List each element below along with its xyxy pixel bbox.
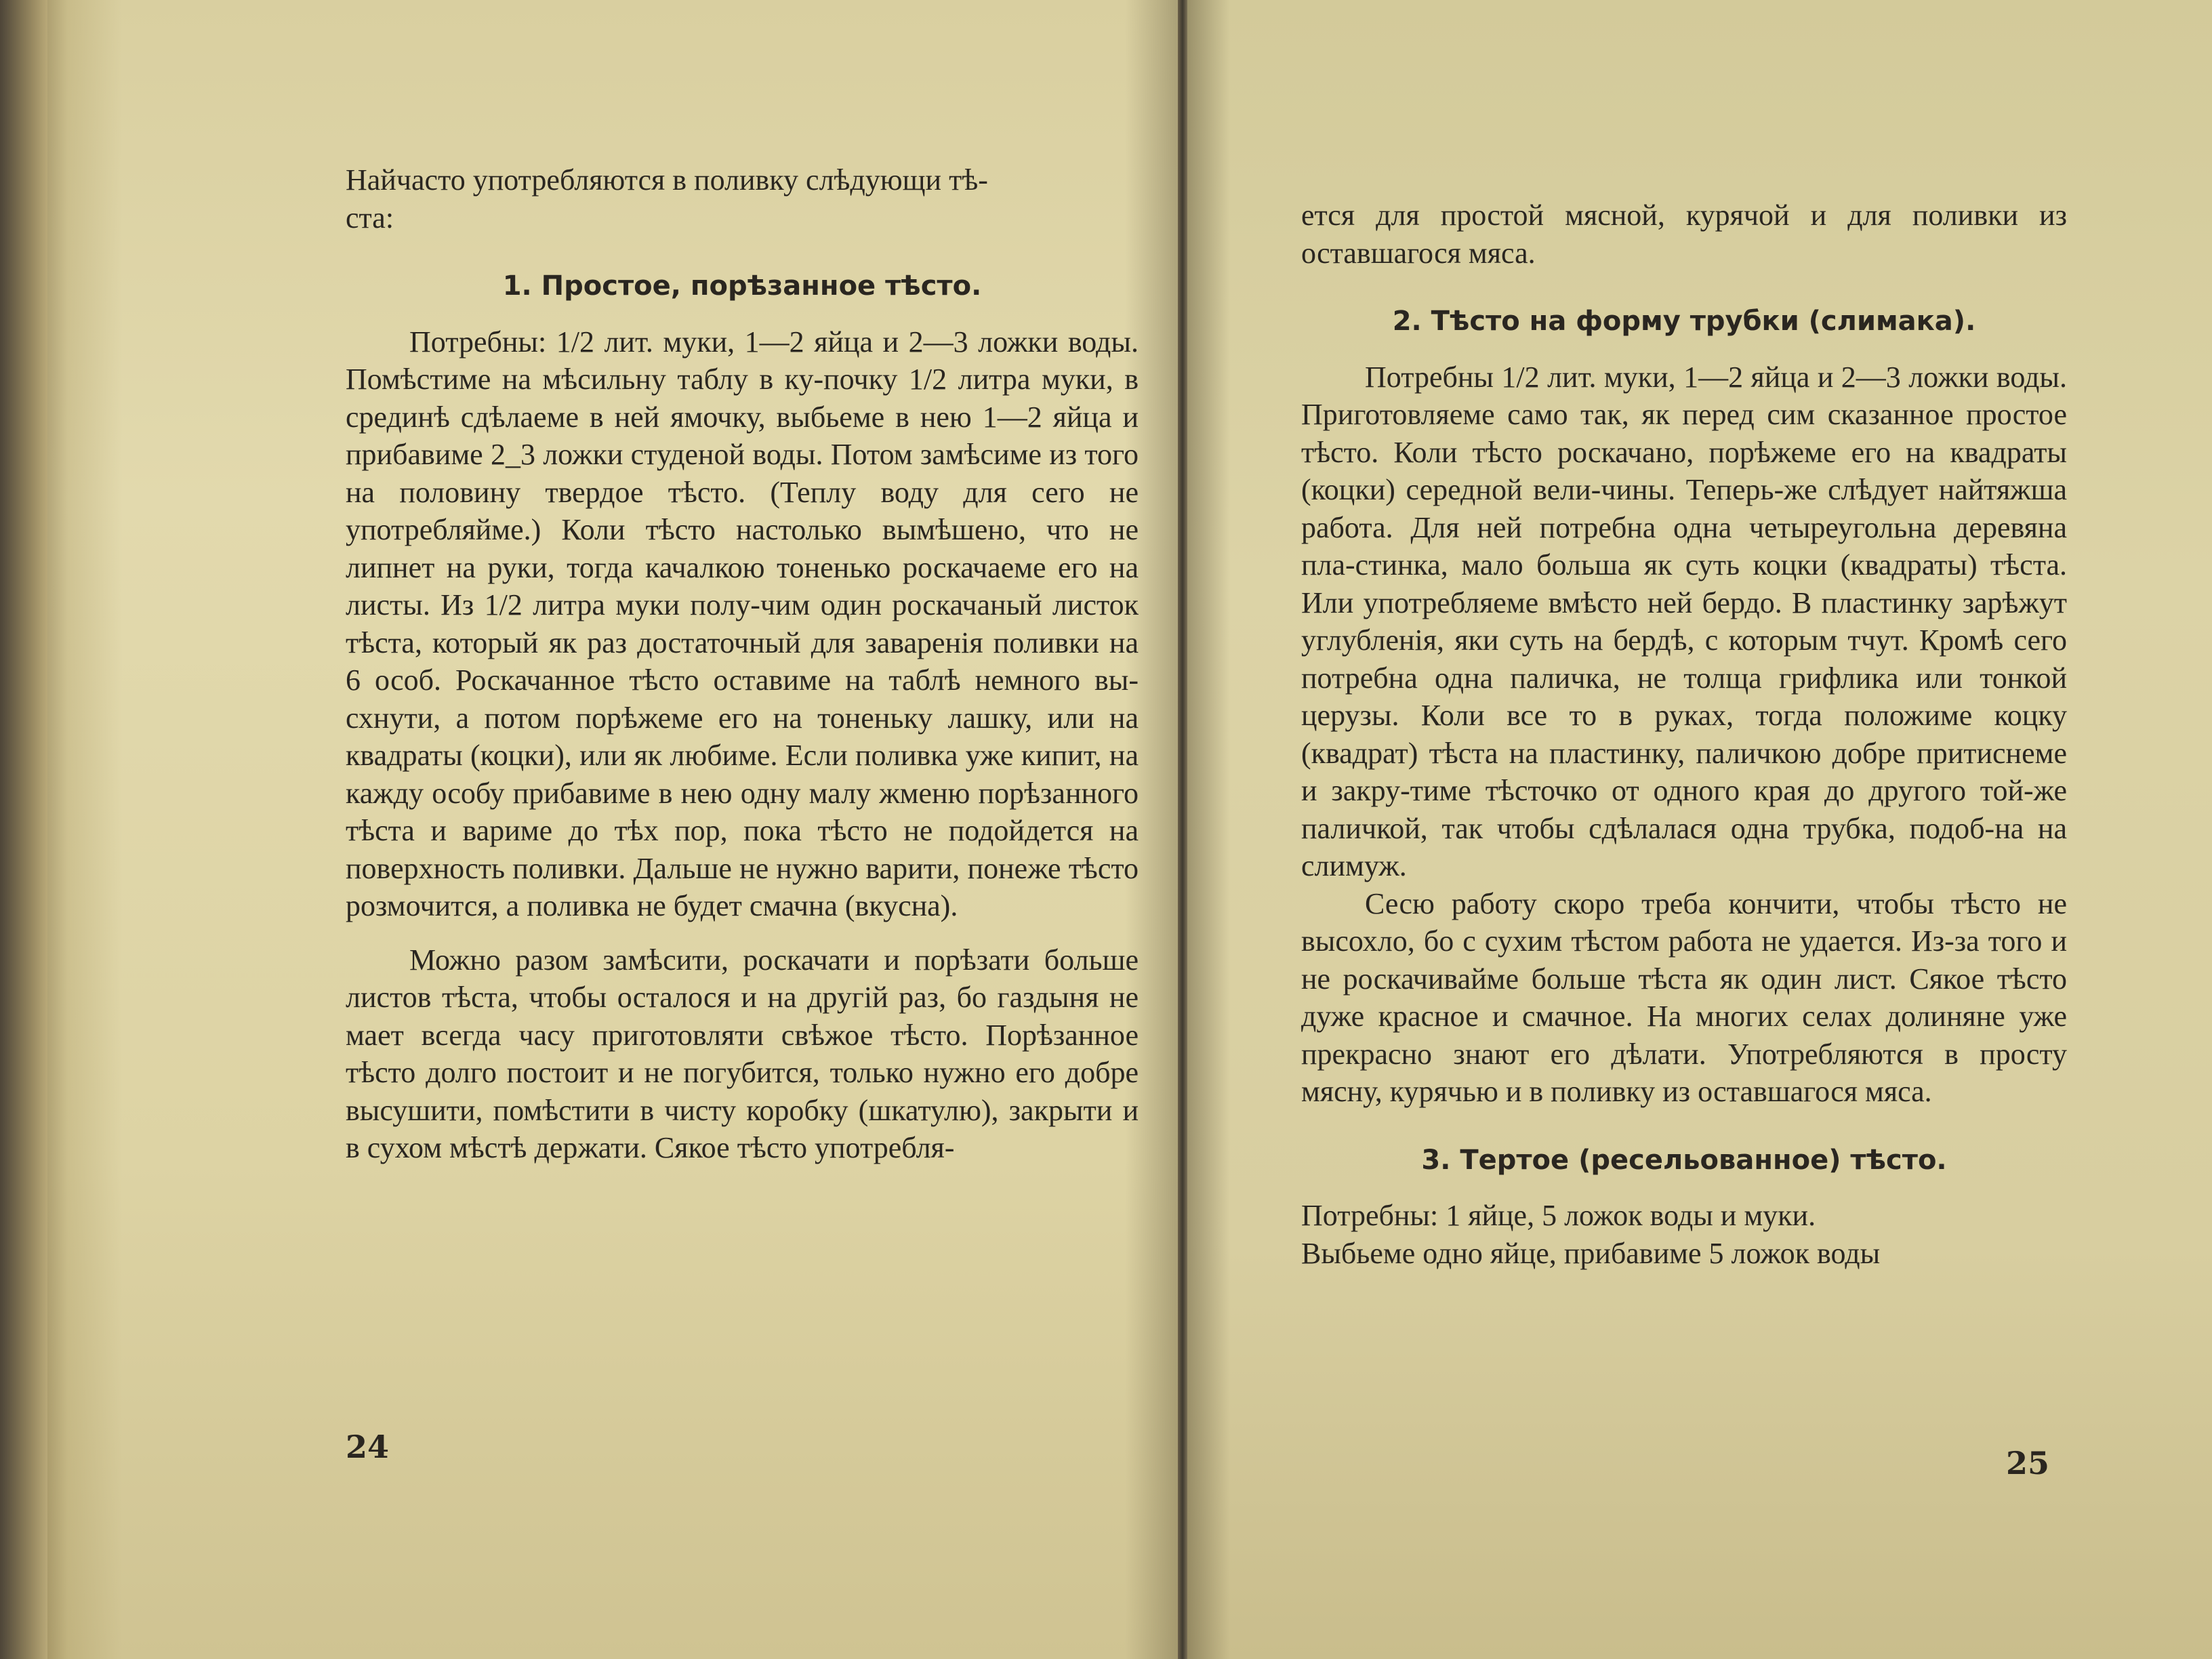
section-2-title: 2. Тѣсто на форму трубки (слимака). — [1392, 306, 1976, 337]
section-2-paragraph-2: Сесю работу скоро треба кончити, чтобы тѣсто не высохло, бо с сухим тѣстом работа не удается. Из-за того и не роскачивайме больше тѣста як один лист. Сякое тѣсто дуже красное и смачное. На многих селах долиняне уже прекрасно знают его дѣлати. Употребляются в просту мясну, курячью и в поливку из оставшагося мяса. — [1301, 886, 2067, 1108]
paragraph-gap — [346, 925, 1139, 941]
intro-line: Найчасто употребляются в поливку слѣдующи тѣ- — [346, 163, 988, 197]
book-edge — [0, 0, 47, 1659]
section-2-paragraph-1: Потребны 1/2 лит. муки, 1—2 яйца и 2—3 ложки воды. Приготовляеме само так, як перед сим сказанное простое тѣсто. Коли тѣсто роскачано, порѣжеме его на квадраты (коцки) середной вели-чины. Теперь-же слѣдует найтяжша работа. Для ней потребна одна четыреугольна деревяна пла-стинка, мало больша як суть коцки (квадраты) тѣста. Или употребляеме вмѣсто ней бердо. В пластинку зарѣжут углубленiя, яки суть на бердѣ, с которым тчут. Кромѣ сего потребна одна паличка, не толща грифлика или тонкой церузы. Коли все то в руках, тогда положиме коцку (квадрат) тѣста на пластинку, паличкою добре притиснеме и закру-тиме тѣсточко от одного края до другого той-же паличкой, так чтобы сдѣлалася одна трубка, подоб-на на слимуж. — [1301, 360, 2067, 882]
section-1-paragraph-1: Потребны: 1/2 лит. муки, 1—2 яйца и 2—3 ложки воды. Помѣстиме на мѣсильну таблу в ку-почку 1/2 литра муки, в срединѣ сдѣлаеме в ней ямочку, выбьеме в нею 1—2 яйца и прибавиме 2_3 ложки студеной воды. Потом замѣсиме из того на половину твердое тѣсто. (Теплу воду для сего не употребляйме.) Коли тѣсто настолько вымѣшено, что не липнет на руки, тогда качалкою тоненько роскачаеме его на листы. Из 1/2 литра муки полу-чим один роскачаный листок тѣста, который як раз достаточный для заваренiя поливки на 6 особ. Роскачанное тѣсто оставиме на таблѣ немного вы-схнути, а потом порѣжеме его на тоненьку лашку, или на квадраты (коцки), или як любиме. Если поливка уже кипит, на кажду особу прибавиме в нею одну малу жменю порѣзанного тѣста и вариме до тѣх пор, пока тѣсто не подойдется на поверхность поливки. Дальше не нужно варити, понеже тѣсто розмочится, а поливка не будет смачна (вкусна). — [346, 325, 1139, 922]
left-page — [27, 0, 1183, 1659]
book-spine — [1178, 0, 1187, 1659]
right-page — [1183, 0, 2212, 1659]
section-1-title: 1. Простое, порѣзанное тѣсто. — [502, 270, 982, 302]
section-3-line-1: Потребны: 1 яйце, 5 ложок воды и муки. — [1301, 1199, 1816, 1232]
right-page-text — [1301, 197, 2067, 1272]
page-number-right: 25 — [2006, 1445, 2050, 1481]
section-1-paragraph-2: Можно разом замѣсити, роскачати и порѣзати больше листов тѣста, чтобы осталося и на другiй раз, бо газдыня не мает всегда часу приготовляти свѣжое тѣсто. Порѣзанное тѣсто долго постоит и не погубится, только нужно его добре высушити, помѣстити в чисту коробку (шкатулю), закрыти и в сухом мѣстѣ держати. Сякое тѣсто употребля- — [346, 943, 1139, 1164]
left-page-text — [346, 161, 1139, 1167]
page-number-left: 24 — [346, 1429, 390, 1465]
section-3-title: 3. Тертое (ресельованное) тѣсто. — [1421, 1144, 1947, 1176]
intro-continuation: ста: — [346, 201, 394, 234]
section-3-line-2: Выбьеме одно яйце, прибавиме 5 ложок воды — [1301, 1236, 1881, 1270]
continued-text: ется для простой мясной, курячой и для поливки из оставшагося мяса. — [1301, 199, 2067, 270]
